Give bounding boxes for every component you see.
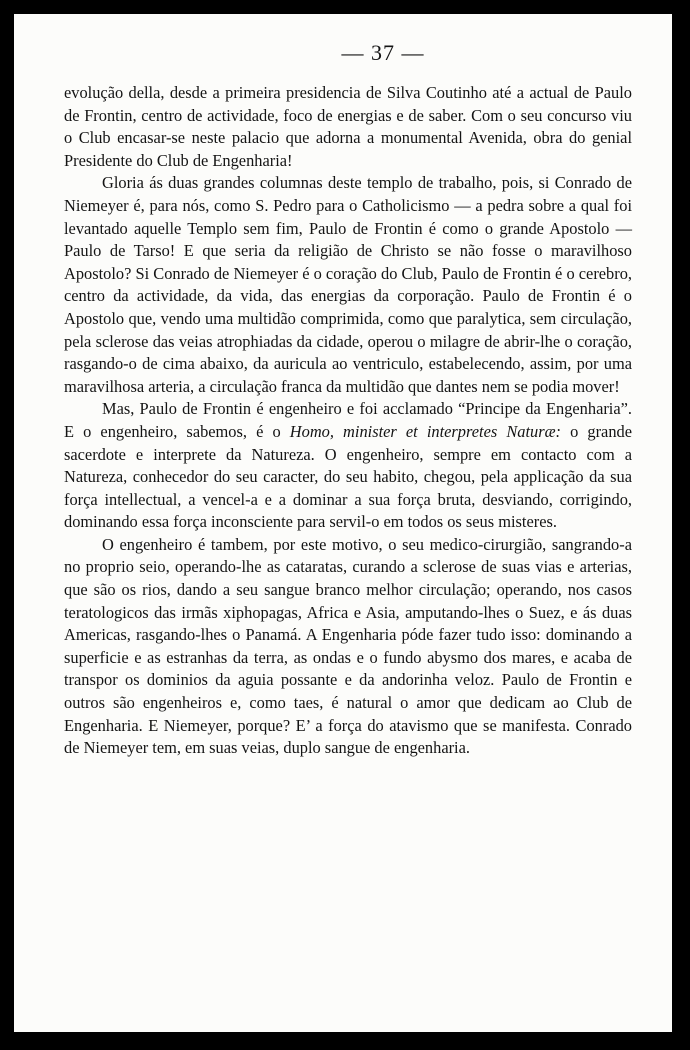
latin-quote: Homo, minister et interpretes Naturæ: [289,421,561,441]
paragraph [64,534,632,760]
book-page [14,14,672,1032]
paragraph-text: O engenheiro é tambem, por este motivo, o seu medico-cirurgião, sangrando-a no proprio seio, operando-lhe as cataratas, curando a sclerose de suas vias e arterias, que são os rios, dando a seu sangue branco melhor circulação; operando, nos casos teratologicos das irmãs xiphopagas, Africa e Asia, amputando-lhes o Suez, e ás duas Americas, rasgando-lhes o Panamá. A Engenharia póde fazer tudo isso: dominando a superficie e as estranhas da terra, as ondas e o fundo abysmo dos mares, e acaba de transpor os dominios da aguia possante e da andorinha veloz. Paulo de Frontin e outros são engenheiros e, como taes, é natural o amor que dedicam ao Club de Engenharia. E Niemeyer, porque? E’ a força do atavismo que se manifesta. Conrado de Niemeyer tem, em suas veias, duplo sangue de engenharia. [64,534,632,758]
paragraph-text: o grande sacerdote e interprete da Natureza. O engenheiro, sempre em contacto com a Natureza, conhecedor do seu caracter, do seu habito, chegou, pela applicação da sua força intellectual, a vencel-a e a dominar a sua força bruta, desviando, corrigindo, dominando essa força inconsciente para servil-o em todos os seus misteres. [64,421,632,532]
paragraph-text: Gloria ás duas grandes columnas deste templo de trabalho, pois, si Conrado de Niemeyer é, para nós, como S. Pedro para o Catholicismo — a pedra sobre a qual foi levantado aquelle Templo sem fim, Paulo de Frontin é como o grande Apostolo — Paulo de Tarso! E que seria da religião de Christo se não fosse o maravilhoso Apostolo? Si Conrado de Niemeyer é o coração do Club, Paulo de Frontin é o cerebro, centro da actividade, da vida, das energias da corporação. Paulo de Frontin é o Apostolo que, vendo uma multidão comprimida, como que paralytica, sem circulação, pela sclerose das veias atrophiadas da cidade, operou o milagre de abrir-lhe o coração, rasgando-o de cima abaixo, da auricula ao ventriculo, estabelecendo, assim, por uma maravilhosa arteria, a circulação franca da multidão que dantes nem se podia mover! [64,173,632,396]
paragraph-text: evolução della, desde a primeira presidencia de Silva Coutinho até a actual de Paulo de Frontin, centro de actividade, foco de energias e de saber. Com o seu concurso viu o Club encasar-se neste palacio que adorna a monumental Avenida, obra do genial Presidente do Club de Engenharia! [64,83,632,170]
paragraph [64,172,632,398]
paragraph-text: Mas, Paulo de Frontin é engenheiro e foi acclamado “Principe da Engenharia”. E o engenheiro, sabemos, é o [64,399,632,441]
paragraph [64,398,632,534]
page-number: — 37 — [341,40,425,65]
body-text [64,82,632,760]
paragraph [64,82,632,172]
